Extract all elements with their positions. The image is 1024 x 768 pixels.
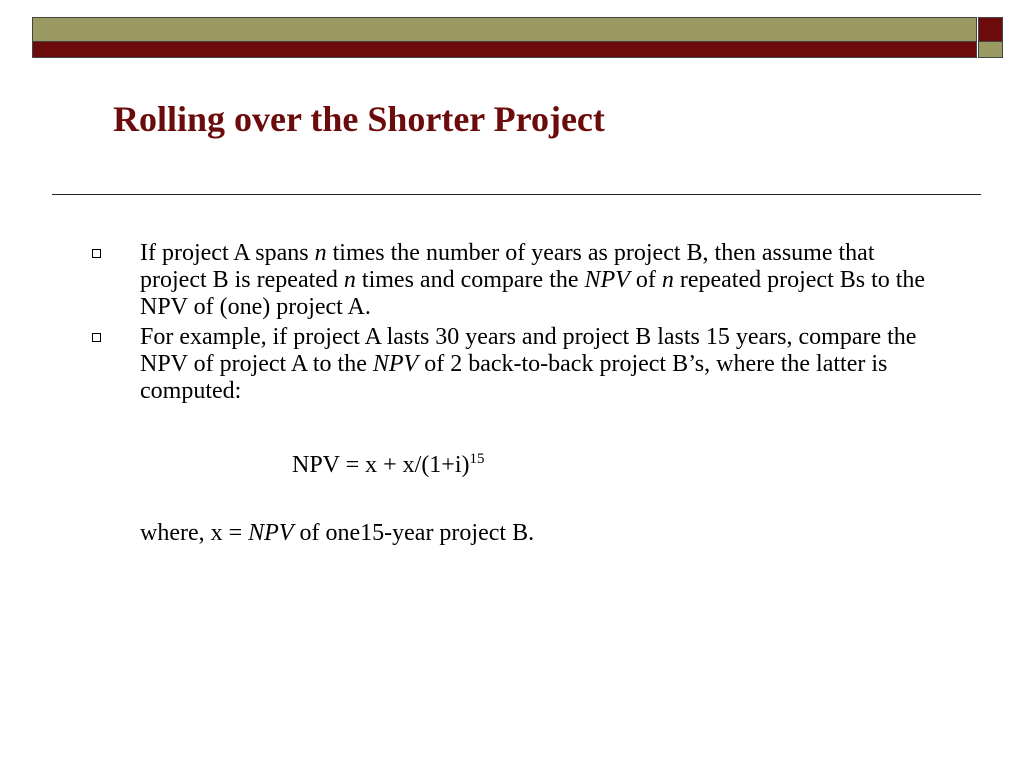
bullet-italic-text: NPV: [584, 267, 630, 293]
where-prefix: where, x =: [140, 520, 249, 546]
bullet-text: repeated project Bs to the NPV of (one) project A.: [140, 267, 926, 320]
bullet-text: times the number of years as project B, then assume that project B is repeated: [140, 240, 875, 293]
title-divider: [52, 194, 981, 195]
bullet-italic-text: n: [314, 240, 327, 266]
formula-main: NPV = x + x/(1+i): [292, 452, 470, 478]
bullet-italic-text: n: [661, 267, 674, 293]
bullet-list: [0, 240, 1024, 408]
bullet-text: of 2 back-to-back project B’s, where the latter is computed:: [140, 351, 888, 404]
where-clause: [140, 518, 534, 548]
square-bullet-icon: [92, 333, 101, 342]
bullet-italic-text: n: [343, 267, 356, 293]
bullet-item: [0, 324, 930, 405]
bullet-text: For example, if project A lasts 30 years and project B lasts 15 years, compare the NPV of project A to the: [140, 324, 917, 377]
square-bullet-icon: [92, 249, 101, 258]
bullet-item: [0, 240, 930, 321]
where-suffix: of one15-year project B.: [293, 520, 535, 546]
bullet-text: If project A spans: [140, 240, 315, 266]
npv-formula: [292, 450, 485, 480]
header-square-olive: [978, 42, 1003, 58]
bullet-text: times and compare the: [355, 267, 585, 293]
formula-exponent: 15: [469, 451, 485, 467]
where-italic: NPV: [248, 520, 294, 546]
slide-title: Rolling over the Shorter Project: [113, 99, 605, 139]
header-bar-olive: [32, 17, 977, 42]
header-square-maroon: [978, 17, 1003, 42]
bullet-italic-text: NPV: [372, 351, 419, 377]
bullet-text: of: [629, 267, 662, 293]
header-bar-maroon: [32, 42, 977, 58]
